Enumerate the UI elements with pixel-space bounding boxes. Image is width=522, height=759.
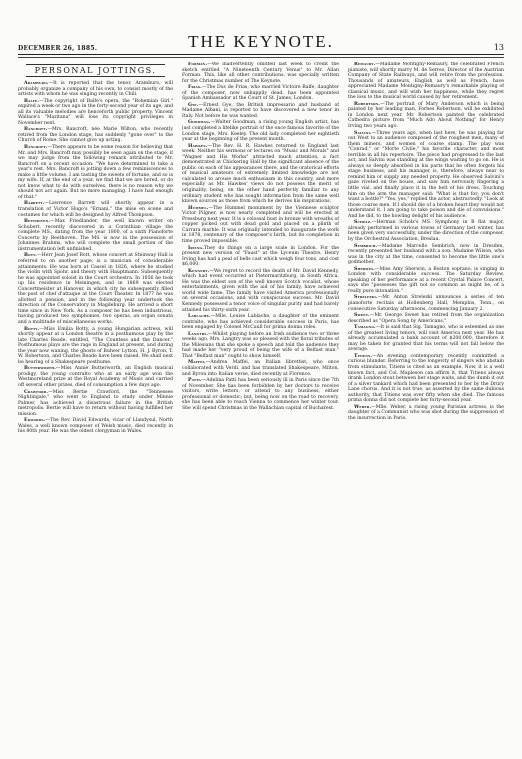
item-lead: Goodman. bbox=[188, 120, 211, 126]
item-lead: Bott. bbox=[24, 253, 38, 259]
news-item bbox=[348, 405, 504, 422]
item-lead: Langtry. bbox=[188, 331, 209, 337]
publication-title: THE KEYNOTE. bbox=[188, 32, 334, 51]
item-lead: Scholz. bbox=[354, 220, 372, 226]
item-lead: Crawford. bbox=[24, 389, 49, 395]
item-lead: Titiens. bbox=[354, 353, 373, 359]
news-item bbox=[348, 102, 504, 130]
item-lead: Bancroft. bbox=[24, 127, 48, 133]
item-lead: Patti. bbox=[188, 378, 202, 384]
news-item bbox=[182, 360, 339, 377]
item-text: —Mrs. Bancroft, née Marie Wilton, who recently retired from the London stage, has suddenly "gone over" to the Church of Rome. She cannot give up acting. bbox=[18, 127, 173, 144]
news-item bbox=[182, 206, 339, 245]
item-text: —Andrea Maffei, an Italian librettist, who once collaborated with Verdi, and has translated Shakespeare, Milton, and Byron into Italian verse, died recently at Florence. bbox=[182, 360, 339, 377]
item-text: —Mlle. Louise Lablache, a daughter of the eminent contralto, who has achieved considerable success in Paris, has been engaged by Colonel McCaull for prima donna roles. bbox=[182, 314, 339, 331]
news-item bbox=[182, 85, 339, 102]
header-rule-thin bbox=[18, 57, 504, 58]
item-text: —Madame Montigny-Remaury, the celebrated French pianiste, will shortly marry M. de Serres, Director of the Austrian Company of State Railways, and will retire from the profession. Thousands of amateurs, English as well as French, have appreciated Madame Montigny-Remaury's remarkable playing of classical music, and will wish her happiness, while they regret the loss to the musical world caused by her retirement. bbox=[348, 62, 504, 101]
item-lead: Kennedy. bbox=[188, 268, 210, 274]
item-text: —An evening contemporary recently committed a curious blunder. Referring to the longevity of singers who abstain from stimulants, Titiens is cited as an example. Now, it is a well known fact, and Col. Mapleson can affirm it, that Titiens always drank London stout between her stage waits, and the dumb it out of a silver tankard which had been presented to her by the Drury Lane chorus. And it is not true, as asserted by the same dubious authority, that Titiens was over fifty when she died. The famous prima donna did not complete her forty-second year. bbox=[348, 353, 504, 404]
item-text: —Max Friedlander, the well known writer on Schubert, recently discovered in a Corinthian village the complete MS., dating from the year 1800, of a sixth Pianoforte Concerto by Beethoven. The MS. is now in the possession of Johannes Brahms, who will complete the small portion of the instrumentation left unfinished. bbox=[18, 219, 173, 252]
news-item bbox=[182, 62, 339, 84]
item-text: They do things on a large scale in London. For the present new version of "Faust" at the Lyceum Theatre, Henry Irving has had a peal of bells cast which weigh four tons, and cost $6,000. bbox=[182, 245, 339, 268]
item-lead: Sembrich. bbox=[354, 243, 378, 249]
news-item bbox=[18, 127, 173, 144]
news-item bbox=[182, 144, 339, 205]
news-item bbox=[18, 145, 173, 200]
item-text: —We regret to record the death of Mr. David Kennedy, which had event occurred at Pietermaritzburg, in South Africa. He was the eldest son of the well known Scotch vocalist, whose entertainments, given with the aid of his family, have achieved world wide fame. The family have visited America professionally on several occasions, and with conspicuous success. Mr. David Kennedy possessed a tenor voice of singular purity and had barely attained his thirty-sixth year. bbox=[182, 268, 339, 313]
item-text: —The Hummel monument by the Viennese sculptor Victor Pilgner, is now nearly completed and will be erected at Pressburg next year. It is a colossal bust in bronze with wreaths of copper picked out with dead gold and placed on a plinth of Carrara marble. It was originally intended to inaugurate the work in 1878, centenary of the composer's birth, but its completion in time proved impossible. bbox=[182, 205, 339, 244]
item-lead: Remaury. bbox=[354, 62, 376, 67]
news-item bbox=[182, 246, 339, 268]
item-text: —Herr Jean Josef Bott, whose concert at Steinway Hall is referred to on another page, is a musician of considerable attainments. He was born at Cassel in 1826, where he studied the violin with Spohr, and theory with Hauptmann. Subsequently he was appointed soloist in the Court orchestra. In 1856 he took up his residence in Meiningen, and in 1869 was elected Concertmeister at Hanover, in which city he subsequently filled the post of chef d'attaque at the Court Theater. In 1877 he was allotted a pension, and in the following year undertook the direction of the Conservatory in Magdeburg. He arrived a short time since in New York. As a composer he has been industrious, having produced two symphonies, two operas, an organ sonata and a multitude of miscellaneous works. bbox=[18, 253, 173, 325]
item-text: —It is said that Sig. Tamagno, who is esteemed as one of the greatest living tenors, will visit America next year. He has already accumulated a bank account of $200,000, therefore it may be taken for granted that his terms will not fall below the average. bbox=[348, 325, 504, 353]
item-lead: Hawkes. bbox=[188, 143, 208, 149]
news-item bbox=[348, 244, 504, 266]
page-number: 13 bbox=[493, 43, 504, 52]
item-lead: Maffei. bbox=[188, 360, 206, 366]
item-text: —Mr. George Sweet has retired from the organization described as "Opera Song by Americans." bbox=[348, 313, 504, 324]
issue-date: DECEMBER 26, 1885. bbox=[18, 45, 98, 52]
news-item bbox=[348, 62, 504, 101]
news-item bbox=[182, 269, 339, 313]
item-text: —Lawrence Barrett will shortly appear in a translation of Victor Hugo's "Ernani," the mise en scene and costumes for which will be designed by Alfred Thompson. bbox=[18, 201, 173, 218]
section-title: PERSONAL JOTTINGS. bbox=[26, 64, 165, 77]
item-text: —The portrait of Mary Anderson which is being painted by her leading man, Forbes Robertson, will be exhibited in London next year. Mr. Robertson painted the celebrated Cathedra picture from "Much Ado About Nothing" for Henry Irving two years ago. bbox=[348, 101, 504, 130]
item-text: —Adelina Patti has been seriously ill in Paris since the 7th of November. She has been forbidden by her doctors to receive visitors, write letters, or attend to any business, either professional or domestic; but, being now on the road to recovery, she has been able to reach Vienna to commence her winter tour. She will spend Christmas in the Wallachian capital of Bucharest. bbox=[182, 378, 339, 411]
column-1 bbox=[18, 62, 173, 747]
news-item bbox=[348, 295, 504, 312]
item-text: —The Rev. H. R. Hawkes returned to England last week. Neither his sermons or lectures on "Music and Morals" and "Wagner and His Works" attracted much attention, a fact demonstrated at Chickering Hall by the significant absence of the public on each of his appearances there, and the oratorical efforts of musical amateurs of extremely limited knowledge are not calculated to arouse much enthusiasm in this country, and more especially as Mr. Hawkes' views do not possess the merit of originality, being, on the other hand perfectly familiar to any ordinary student who has sought information from the same well known sources as those from which he derives his inspirations. bbox=[182, 143, 339, 205]
column-2 bbox=[182, 62, 339, 747]
item-text: —Whilst playing before an Irish audience two or three weeks ago, Mrs. Langtry was so pleased with the floral tributes of the Milesians that she spoke a speech and told the audience they had made her "very proud of being the wife of a Belfast man." That "Belfast man" ought to show himself. bbox=[182, 331, 339, 359]
news-item bbox=[18, 81, 173, 98]
item-lead: Lablache. bbox=[188, 314, 211, 320]
news-item bbox=[348, 220, 504, 242]
item-lead: Botty. bbox=[24, 326, 40, 332]
item-lead: Forman. bbox=[188, 62, 208, 67]
item-text: —Mr. Anton Strelezki announces a series of ten pianoforte recitals at Hollenberg Hall, Memphis, Tenn., on consecutive Saturday afternoons, commencing January 2. bbox=[348, 295, 504, 312]
news-item bbox=[182, 314, 339, 331]
news-item bbox=[348, 131, 504, 220]
news-item bbox=[18, 219, 173, 252]
item-lead: Tamagno. bbox=[354, 325, 376, 331]
item-text: —Miss Bertie Crawford, the "Tennessee Nightingale," who went to England to study under Minnie Palmer, has achieved a disastrous failure in the British metropolis. Bertie will have to return without having fulfilled her mission. bbox=[18, 389, 173, 417]
news-item bbox=[18, 327, 173, 366]
news-item bbox=[18, 253, 173, 325]
item-text: —Madame Marcello Sembrich, now in Dresden, recently presented her husband with a son. Madame Wilson, who was in the city at the time, consented to become the little one's godmother. bbox=[348, 243, 504, 266]
item-lead: Barrett. bbox=[24, 201, 45, 207]
news-item bbox=[182, 378, 339, 411]
item-text: —The Duc de Frias, who married Victoire Balfe, daughter of the composer, now unhappily dead, has been appointed Spanish Ambassador at the Court of St. James, London. bbox=[182, 85, 339, 102]
news-item bbox=[182, 332, 339, 360]
column-3 bbox=[348, 62, 504, 747]
news-item bbox=[18, 418, 173, 435]
item-text: —Miss Annie Butterworth, an English musical prodigy, the young contralto who at an early age won the Westmoreland prize at the Royal Academy of Music and carried off several other prizes, died of consumption a few days ago. bbox=[18, 366, 173, 388]
item-lead: Beethoven. bbox=[24, 219, 51, 225]
item-text: —We inadvertently omitted last week to credit the sketch entitled "A Nineteenth Century Venus" to Mr. Allan Forman. This, like all other contributions, was specially written for the Christmas number of The Keynote. bbox=[182, 62, 339, 84]
news-item bbox=[182, 103, 339, 120]
article-columns bbox=[18, 62, 504, 747]
item-lead: Hummel. bbox=[188, 205, 209, 211]
item-text: —It is reported that the tenor, Aramburo, will probably organize a company of his own, to consist mostly of the artists with whom he was singing recently in Chili. bbox=[18, 81, 173, 98]
item-text: —There appears to be some reason for believing that Mr. and Mrs. Bancroft may possibly be seen again on the stage, if we may judge from the following remark attributed to Mr. Bancroft on a recent occasion: "We have determined to take a year's rest. Mrs. Bancroft is jotting down a few reminiscences to make a little volume. I am tasting the sweets of fortune, and so is my wife. If, at the end of a year, we find that we are bored, or do not know what to do with ourselves, there is no reason why we should not act again. But no more managing. I have had enough of that." bbox=[18, 145, 173, 200]
page-header bbox=[18, 26, 504, 52]
item-lead: Aramburo. bbox=[24, 81, 49, 86]
item-text: —Miss Emilia Botty, a young Hungarian actress, will shortly appear at a London theatre in a posthumous play by the late Charles Reade, entitled, "The Countess and the Dancer." Posthumous plays are the rage in England at present, and during the year now waning, the ghosts of Bulwer Lytton, H. J. Byron, T. W. Robertson, and Charles Reade have been raised. We shall next be hearing of a Shakespeare posthume. bbox=[18, 326, 173, 365]
news-item bbox=[348, 325, 504, 353]
item-lead: Gye. bbox=[188, 102, 199, 108]
news-item bbox=[182, 120, 339, 142]
item-lead: Edwards. bbox=[24, 418, 46, 424]
item-lead: Salvini. bbox=[354, 130, 372, 136]
item-text: —Walter Goodman, a rising young English artist, has just completed a lifelike portrait of the once famous favorite of the London stage, Mrs. Keeley. The old lady completed her eightieth year at the beginning of the present month. bbox=[182, 120, 339, 143]
news-item bbox=[18, 201, 173, 218]
news-item bbox=[348, 354, 504, 404]
item-text: —Three years ago, when last here, he was playing far out West to an audience composed of the roughest men, many of them miners, and women of coarse stamp. The play was "Conrad," or "Morte Civile," his favorite character, and most terrible in all his repertoire. The piece had progressed to the last act, and Salvini was standing at the wings waiting to go on. He is always so deeply absorbed in his parts that he often forgets his stage business, and his manager is, therefore, always near to remind him or supply any needed property. He observed Salvini's gaze riveted on the house, and saw him nervously fingering a little vial, and finally place it in the belt of his dress. Touching him on the arm the manager said: "What is that for; you don't want a bottle?" "Yes, yes," replied the actor, abstractedly. "Look at those coarse men. If I should die of a broken heart they would not understand it. I am going to take poison and die of convulsions." And he did, to the howling delight of his audience. bbox=[348, 130, 504, 219]
item-text: —Herman Scholz's MS. Symphony in B flat major, already performed in various towns of Germany last winter, has been given very successfully, under the direction of the composer, by the Orchestral Association, Breslau. bbox=[348, 220, 504, 242]
news-item bbox=[18, 99, 173, 127]
item-lead: Frias. bbox=[188, 85, 202, 91]
news-item bbox=[348, 313, 504, 324]
item-text: —Ernest Gye, the British impressario and husband of Madame Albani, is reported to have discovered a new tenor in Italy. Not before he was wanted. bbox=[182, 102, 339, 119]
news-item bbox=[18, 366, 173, 388]
item-lead: Bancroft. bbox=[24, 145, 48, 151]
item-lead: Sweet. bbox=[354, 313, 370, 319]
item-lead: Balfe. bbox=[24, 98, 39, 104]
item-lead: Irving. bbox=[188, 245, 204, 251]
header-rule bbox=[18, 54, 504, 55]
item-lead: Sherwin. bbox=[354, 266, 375, 272]
item-lead: Weber. bbox=[354, 404, 372, 410]
item-text: —Mlle. Weber, a rising young Parisian actress, is the daughter of a Communist who was shot during the suppression of the insurrection in Paris. bbox=[348, 404, 504, 421]
item-text: —The copyright of Balfe's opera, the "Bohemian Girl," expired a week or two ago in the forty-second year of its age, and all its valuable melodies are henceforth public property. Vincent Wallace's "Maritana" will lose its copyright privileges in November next. bbox=[18, 98, 173, 126]
item-lead: Strelezki. bbox=[354, 295, 378, 301]
item-lead: Robertson. bbox=[354, 101, 381, 107]
item-text: —The Rev. David Edwards, vicar of Llandysul, North Wales, a well known composer of Welsh music, died recently in his 80th year. He was the oldest clergyman in Wales. bbox=[18, 418, 173, 435]
item-text: —Miss Amy Sherwin, a Boston soprano, is singing in London with considerable success. The Saturday Review, speaking of her performance at a recent Crystal Palace Concert, says she "possesses the gift not so common as might be, of a really pure intonation." bbox=[348, 266, 504, 294]
news-item bbox=[348, 267, 504, 295]
item-lead: Butterworth. bbox=[24, 366, 56, 372]
news-item bbox=[18, 390, 173, 418]
